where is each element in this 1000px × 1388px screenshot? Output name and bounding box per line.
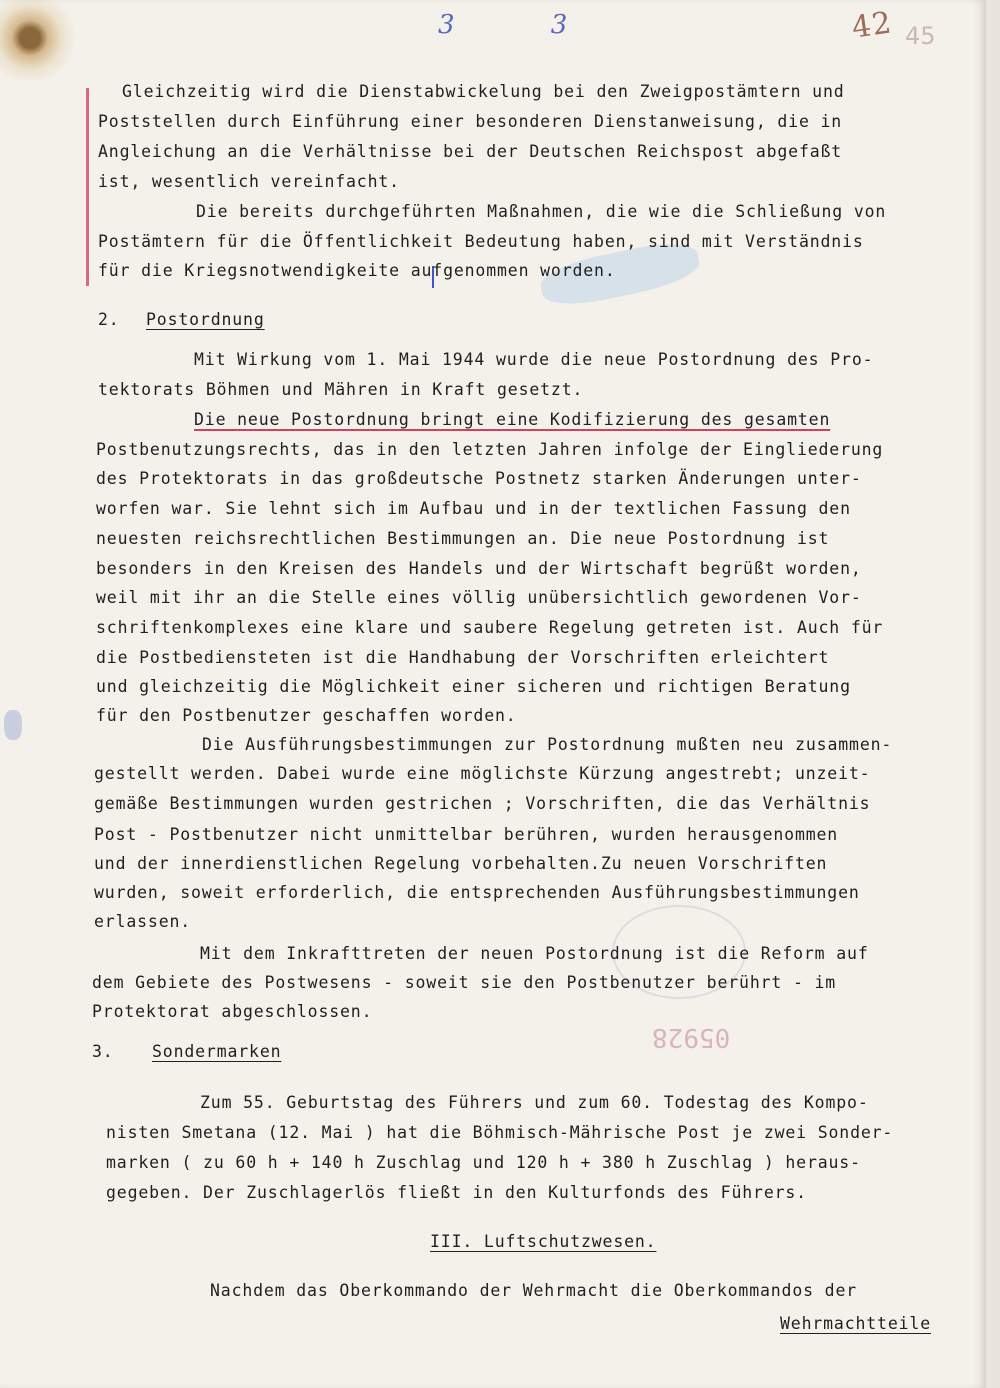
text-line: Mit Wirkung vom 1. Mai 1944 wurde die neue Postordnung des Pro- [194, 350, 874, 369]
text-line: erlassen. [94, 912, 192, 931]
text-line: besonders in den Kreisen des Handels und der Wirtschaft begrüßt worden, [96, 559, 862, 578]
rust-stain [0, 0, 80, 80]
text-line: für die Kriegsnotwendigkeite aufgenommen worden. [98, 261, 616, 280]
text-line: Nachdem das Oberkommando der Wehrmacht die Oberkommandos der [210, 1281, 858, 1300]
pencil-page-number: 42 [849, 5, 895, 46]
catchword: Wehrmachtteile [780, 1314, 931, 1333]
text-line: Post - Postbenutzer nicht unmittelbar berühren, wurden herausgenommen [94, 825, 839, 844]
text-line: für den Postbenutzer geschaffen worden. [96, 706, 517, 725]
text-line: Gleichzeitig wird die Dienstabwickelung bei den Zweigpostämtern und [122, 82, 845, 101]
text-line: worfen war. Sie lehnt sich im Aufbau und in der textlichen Fassung den [96, 499, 851, 518]
text-line: des Protektorats in das großdeutsche Postnetz starken Änderungen unter- [96, 469, 862, 488]
text-line: Die bereits durchgeführten Maßnahmen, die wie die Schließung von [196, 202, 887, 221]
text-line: tektorats Böhmen und Mähren in Kraft gesetzt. [98, 380, 584, 399]
text-line: Angleichung an die Verhältnisse bei der Deutschen Reichspost abgefaßt [98, 142, 843, 161]
text-line: und der innerdienstlichen Regelung vorbehalten.Zu neuen Vorschriften [94, 854, 828, 873]
section-heading: Postordnung [146, 310, 265, 329]
section-number: 2. [98, 310, 120, 329]
section-heading: Sondermarken [152, 1042, 282, 1061]
text-line: und gleichzeitig die Möglichkeit einer sicheren und richtigen Beratung [96, 677, 851, 696]
text-line: Postbenutzungsrechts, das in den letzten Jahren infolge der Eingliederung [96, 440, 884, 459]
text-line: gemäße Bestimmungen wurden gestrichen ; Vorschriften, die das Verhältnis [94, 794, 871, 813]
text-line: Mit dem Inkrafttreten der neuen Postordnung ist die Reform auf [200, 944, 869, 963]
text-line: schriftenkomplexes eine klare und saubere Regelung getreten ist. Auch für [96, 618, 884, 637]
chapter-heading: III. Luftschutzwesen. [430, 1232, 657, 1251]
stamp-number: 05928 [652, 1022, 731, 1052]
margin-marker-line [86, 88, 89, 286]
text-line: die Postbediensteten ist die Handhabung der Vorschriften erleichtert [96, 648, 830, 667]
text-line: Poststellen durch Einführung einer besonderen Dienstanweisung, die in [98, 112, 843, 131]
text-line: gegeben. Der Zuschlagerlös fließt in den Kulturfonds des Führers. [106, 1183, 807, 1202]
text-line: dem Gebiete des Postwesens - soweit sie den Postbenutzer berührt - im [92, 973, 837, 992]
text-line: neuesten reichsrechtlichen Bestimmungen an. Die neue Postordnung ist [96, 529, 830, 548]
text-line: Postämtern für die Öffentlichkeit Bedeutung haben, sind mit Verständnis [98, 232, 864, 251]
side-ink-spot [4, 710, 22, 740]
text-line: weil mit ihr an die Stelle eines völlig unübersichtlich gewordenen Vor- [96, 588, 862, 607]
section-number: 3. [92, 1042, 114, 1061]
blue-handwritten-mark: 3 3 [438, 10, 612, 40]
text-line: Die Ausführungsbestimmungen zur Postordnung mußten neu zusammen- [202, 735, 893, 754]
text-line: nisten Smetana (12. Mai ) hat die Böhmisch-Mährische Post je zwei Sonder- [106, 1123, 894, 1142]
text-line: wurden, soweit erforderlich, die entsprechenden Ausführungsbestimmungen [94, 883, 860, 902]
faint-pencil-number: 45 [905, 22, 936, 50]
text-line: ist, wesentlich vereinfacht. [98, 172, 400, 191]
text-line: marken ( zu 60 h + 140 h Zuschlag und 120 h + 380 h Zuschlag ) heraus- [106, 1153, 861, 1172]
text-line: Zum 55. Geburtstag des Führers und zum 60. Todestag des Kompo- [200, 1093, 869, 1112]
text-line: Protektorat abgeschlossen. [92, 1002, 373, 1021]
text-line-underlined: Die neue Postordnung bringt eine Kodifizierung des gesamten [194, 410, 831, 429]
text-line: gestellt werden. Dabei wurde eine möglichste Kürzung angestrebt; unzeit- [94, 764, 871, 783]
